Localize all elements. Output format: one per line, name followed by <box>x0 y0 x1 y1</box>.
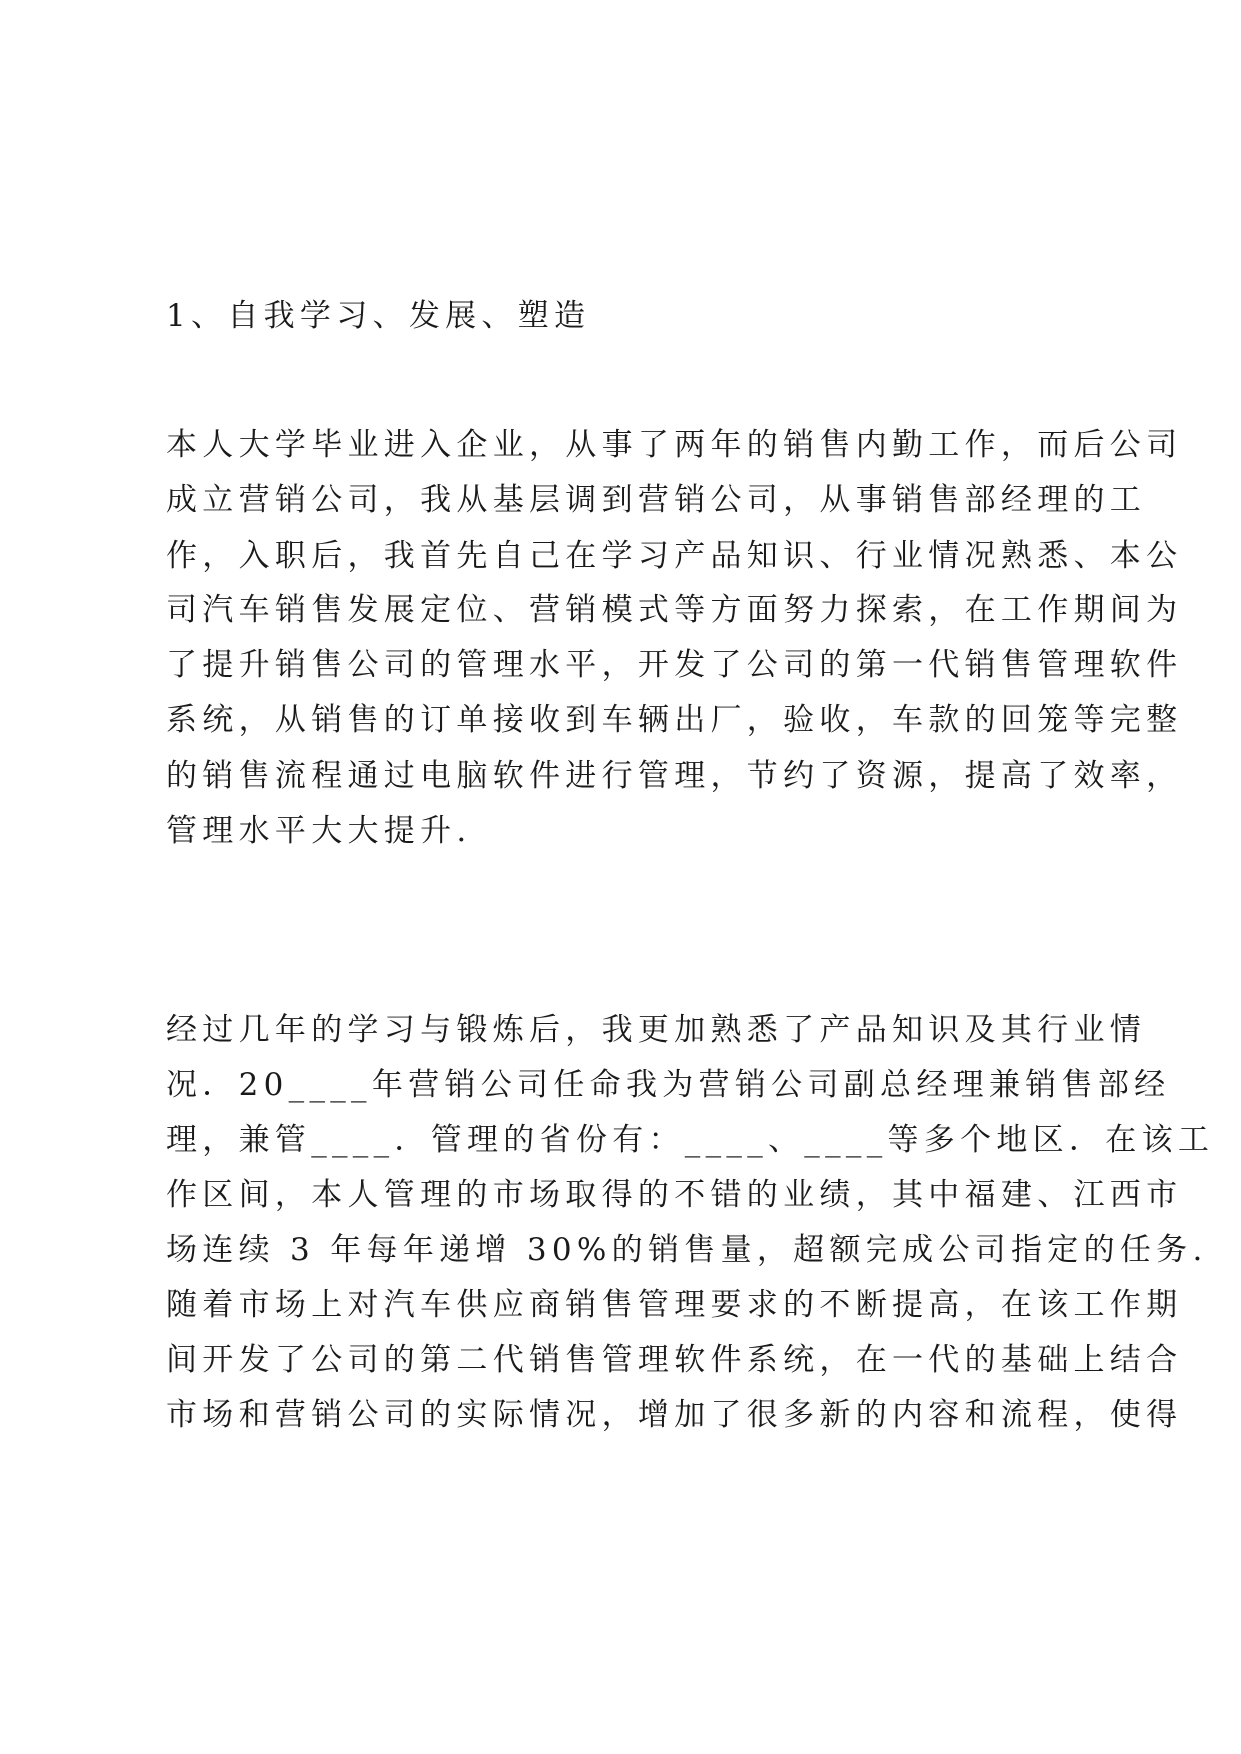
paragraph-1-line-4: 司汽车销售发展定位、营销模式等方面努力探索，在工作期间为 <box>166 592 1183 628</box>
paragraph-1-line-3: 作，入职后，我首先自己在学习产品知识、行业情况熟悉、本公 <box>166 538 1183 574</box>
paragraph-1-line-6: 系统，从销售的订单接收到车辆出厂，验收，车款的回笼等完整 <box>166 702 1183 738</box>
paragraph-2-line-1: 经过几年的学习与锻炼后，我更加熟悉了产品知识及其行业情 <box>166 1012 1147 1048</box>
paragraph-2-line-7: 间开发了公司的第二代销售管理软件系统，在一代的基础上结合 <box>166 1342 1183 1378</box>
paragraph-2-line-5: 场连续 3 年每年递增 30%的销售量，超额完成公司指定的任务. <box>166 1232 1208 1268</box>
paragraph-1-line-7: 的销售流程通过电脑软件进行管理，节约了资源，提高了效率， <box>166 758 1183 794</box>
paragraph-1-line-8: 管理水平大大提升. <box>166 813 472 849</box>
paragraph-1-line-2: 成立营销公司，我从基层调到营销公司，从事销售部经理的工 <box>166 482 1147 518</box>
paragraph-1-line-1: 本人大学毕业进入企业，从事了两年的销售内勤工作，而后公司 <box>166 427 1183 463</box>
paragraph-2-line-8: 市场和营销公司的实际情况，增加了很多新的内容和流程，使得 <box>166 1397 1183 1433</box>
section-heading: 1、自我学习、发展、塑造 <box>166 298 591 334</box>
paragraph-2-line-2: 况．20____年营销公司任命我为营销公司副总经理兼销售部经 <box>166 1067 1171 1103</box>
paragraph-2-line-3: 理，兼管____．管理的省份有：____、____等多个地区．在该工 <box>166 1122 1215 1158</box>
paragraph-2-line-4: 作区间，本人管理的市场取得的不错的业绩，其中福建、江西市 <box>166 1177 1183 1213</box>
paragraph-1-line-5: 了提升销售公司的管理水平，开发了公司的第一代销售管理软件 <box>166 647 1183 683</box>
paragraph-2-line-6: 随着市场上对汽车供应商销售管理要求的不断提高，在该工作期 <box>166 1287 1183 1323</box>
